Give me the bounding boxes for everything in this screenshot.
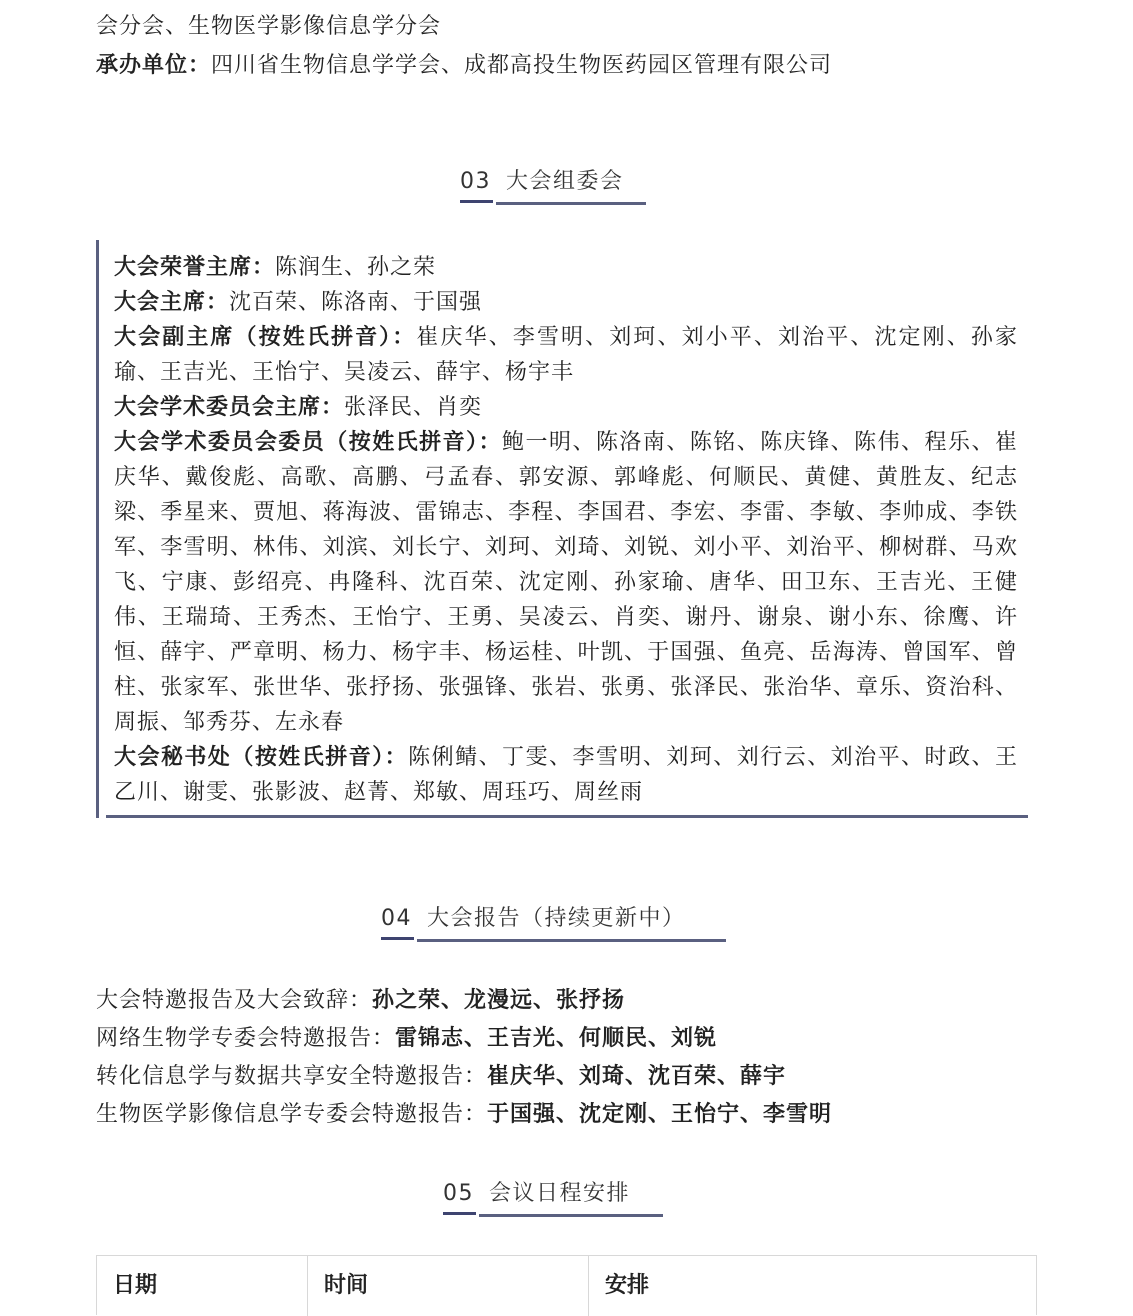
section-title: 大会报告（持续更新中） xyxy=(427,906,686,931)
intro-organizer-tail: 会分会、生物医学影像信息学分会 xyxy=(96,14,442,39)
report-label: 大会特邀报告及大会致辞： xyxy=(96,988,373,1013)
section-title: 会议日程安排 xyxy=(489,1181,631,1206)
committee-text xyxy=(114,250,1018,810)
report-label: 转化信息学与数据共享安全特邀报告： xyxy=(96,1064,488,1089)
committee-block xyxy=(96,240,1028,820)
column-header-date: 日期 xyxy=(113,1273,158,1298)
chair-row xyxy=(114,285,1018,320)
host-unit-label: 承办单位： xyxy=(96,53,212,78)
intro-line xyxy=(96,8,441,46)
academic-chair-row xyxy=(114,390,1018,425)
academic-members-row xyxy=(114,425,1018,740)
section-number: 05 xyxy=(443,1181,474,1206)
section-title: 大会组委会 xyxy=(506,169,624,194)
academic-members-names: 鲍一明、陈洛南、陈铭、陈庆锋、陈伟、程乐、崔庆华、戴俊彪、高歌、高鹏、弓孟春、郭安源、郭峰彪、何顺民、黄健、黄胜友、纪志梁、季星来、贾旭、蒋海波、雷锦志、李程、李国君、李宏、李雷、李敏、李帅成、李铁军、李雪明、林伟、刘滨、刘长宁、刘珂、刘琦、刘锐、刘小平、刘治平、柳树群、马欢飞、宁康、彭绍亮、冉隆科、沈百荣、沈定刚、孙家瑜、唐华、田卫东、王吉光、王健伟、王瑞琦、王秀杰、王怡宁、王勇、吴凌云、肖奕、谢丹、谢泉、谢小东、徐鹰、许恒、薛宇、严章明、杨力、杨宇丰、杨运桂、叶凯、于国强、鱼亮、岳海涛、曾国军、曾柱、张家军、张世华、张抒扬、张强锋、张岩、张勇、张泽民、张治华、章乐、资治科、周振、邹秀芬、左永春 xyxy=(114,430,1018,735)
vice-chair-names: 崔庆华、李雪明、刘珂、刘小平、刘治平、沈定刚、孙家瑜、王吉光、王怡宁、吴凌云、薛宇、杨宇丰 xyxy=(114,325,1018,385)
chair-names: 沈百荣、陈洛南、于国强 xyxy=(229,290,483,315)
host-unit-line xyxy=(96,47,832,85)
vice-chair-row xyxy=(114,320,1018,390)
academic-chair-names: 张泽民、肖奕 xyxy=(344,395,483,420)
section-number-underline xyxy=(381,937,414,940)
secretariat-row xyxy=(114,740,1018,810)
section-number: 03 xyxy=(460,169,491,194)
report-line xyxy=(96,1096,832,1134)
report-label: 网络生物学专委会特邀报告： xyxy=(96,1026,396,1051)
report-line xyxy=(96,1020,717,1058)
report-line xyxy=(96,982,625,1020)
section-number-underline xyxy=(460,200,493,203)
chair-label: 大会主席： xyxy=(114,290,230,315)
host-unit-value: 四川省生物信息学学会、成都高投生物医药园区管理有限公司 xyxy=(211,53,833,78)
section-number-underline xyxy=(443,1212,476,1215)
report-speakers: 雷锦志、王吉光、何顺民、刘锐 xyxy=(395,1026,718,1051)
section-heading-05 xyxy=(443,1178,663,1218)
committee-left-border xyxy=(96,240,99,818)
section-title-underline xyxy=(479,1214,663,1217)
section-title-underline xyxy=(496,202,646,205)
schedule-table-header xyxy=(96,1255,1037,1315)
secretariat-names: 陈俐鲭、丁雯、李雪明、刘珂、刘行云、刘治平、时政、王乙川、谢雯、张影波、赵菁、郑敏、周珏巧、周丝雨 xyxy=(114,745,1018,805)
report-label: 生物医学影像信息学专委会特邀报告： xyxy=(96,1102,488,1127)
academic-members-label: 大会学术委员会委员（按姓氏拼音）： xyxy=(114,430,503,455)
honorary-chair-names: 陈润生、孙之荣 xyxy=(275,255,437,280)
column-header-time: 时间 xyxy=(324,1273,369,1298)
report-speakers: 于国强、沈定刚、王怡宁、李雪明 xyxy=(487,1102,833,1127)
section-number: 04 xyxy=(381,906,412,931)
honorary-chair-row xyxy=(114,250,1018,285)
report-line xyxy=(96,1058,786,1096)
honorary-chair-label: 大会荣誉主席： xyxy=(114,255,276,280)
secretariat-label: 大会秘书处（按姓氏拼音）： xyxy=(114,745,409,770)
section-heading-03 xyxy=(460,166,646,206)
report-speakers: 崔庆华、刘琦、沈百荣、薛宇 xyxy=(487,1064,787,1089)
section-title-underline xyxy=(417,939,726,942)
vice-chair-label: 大会副主席（按姓氏拼音）： xyxy=(114,325,417,350)
column-header-arrangement: 安排 xyxy=(605,1273,650,1298)
report-speakers: 孙之荣、龙漫远、张抒扬 xyxy=(372,988,626,1013)
committee-bottom-border xyxy=(106,815,1028,818)
academic-chair-label: 大会学术委员会主席： xyxy=(114,395,345,420)
section-heading-04 xyxy=(381,903,726,943)
